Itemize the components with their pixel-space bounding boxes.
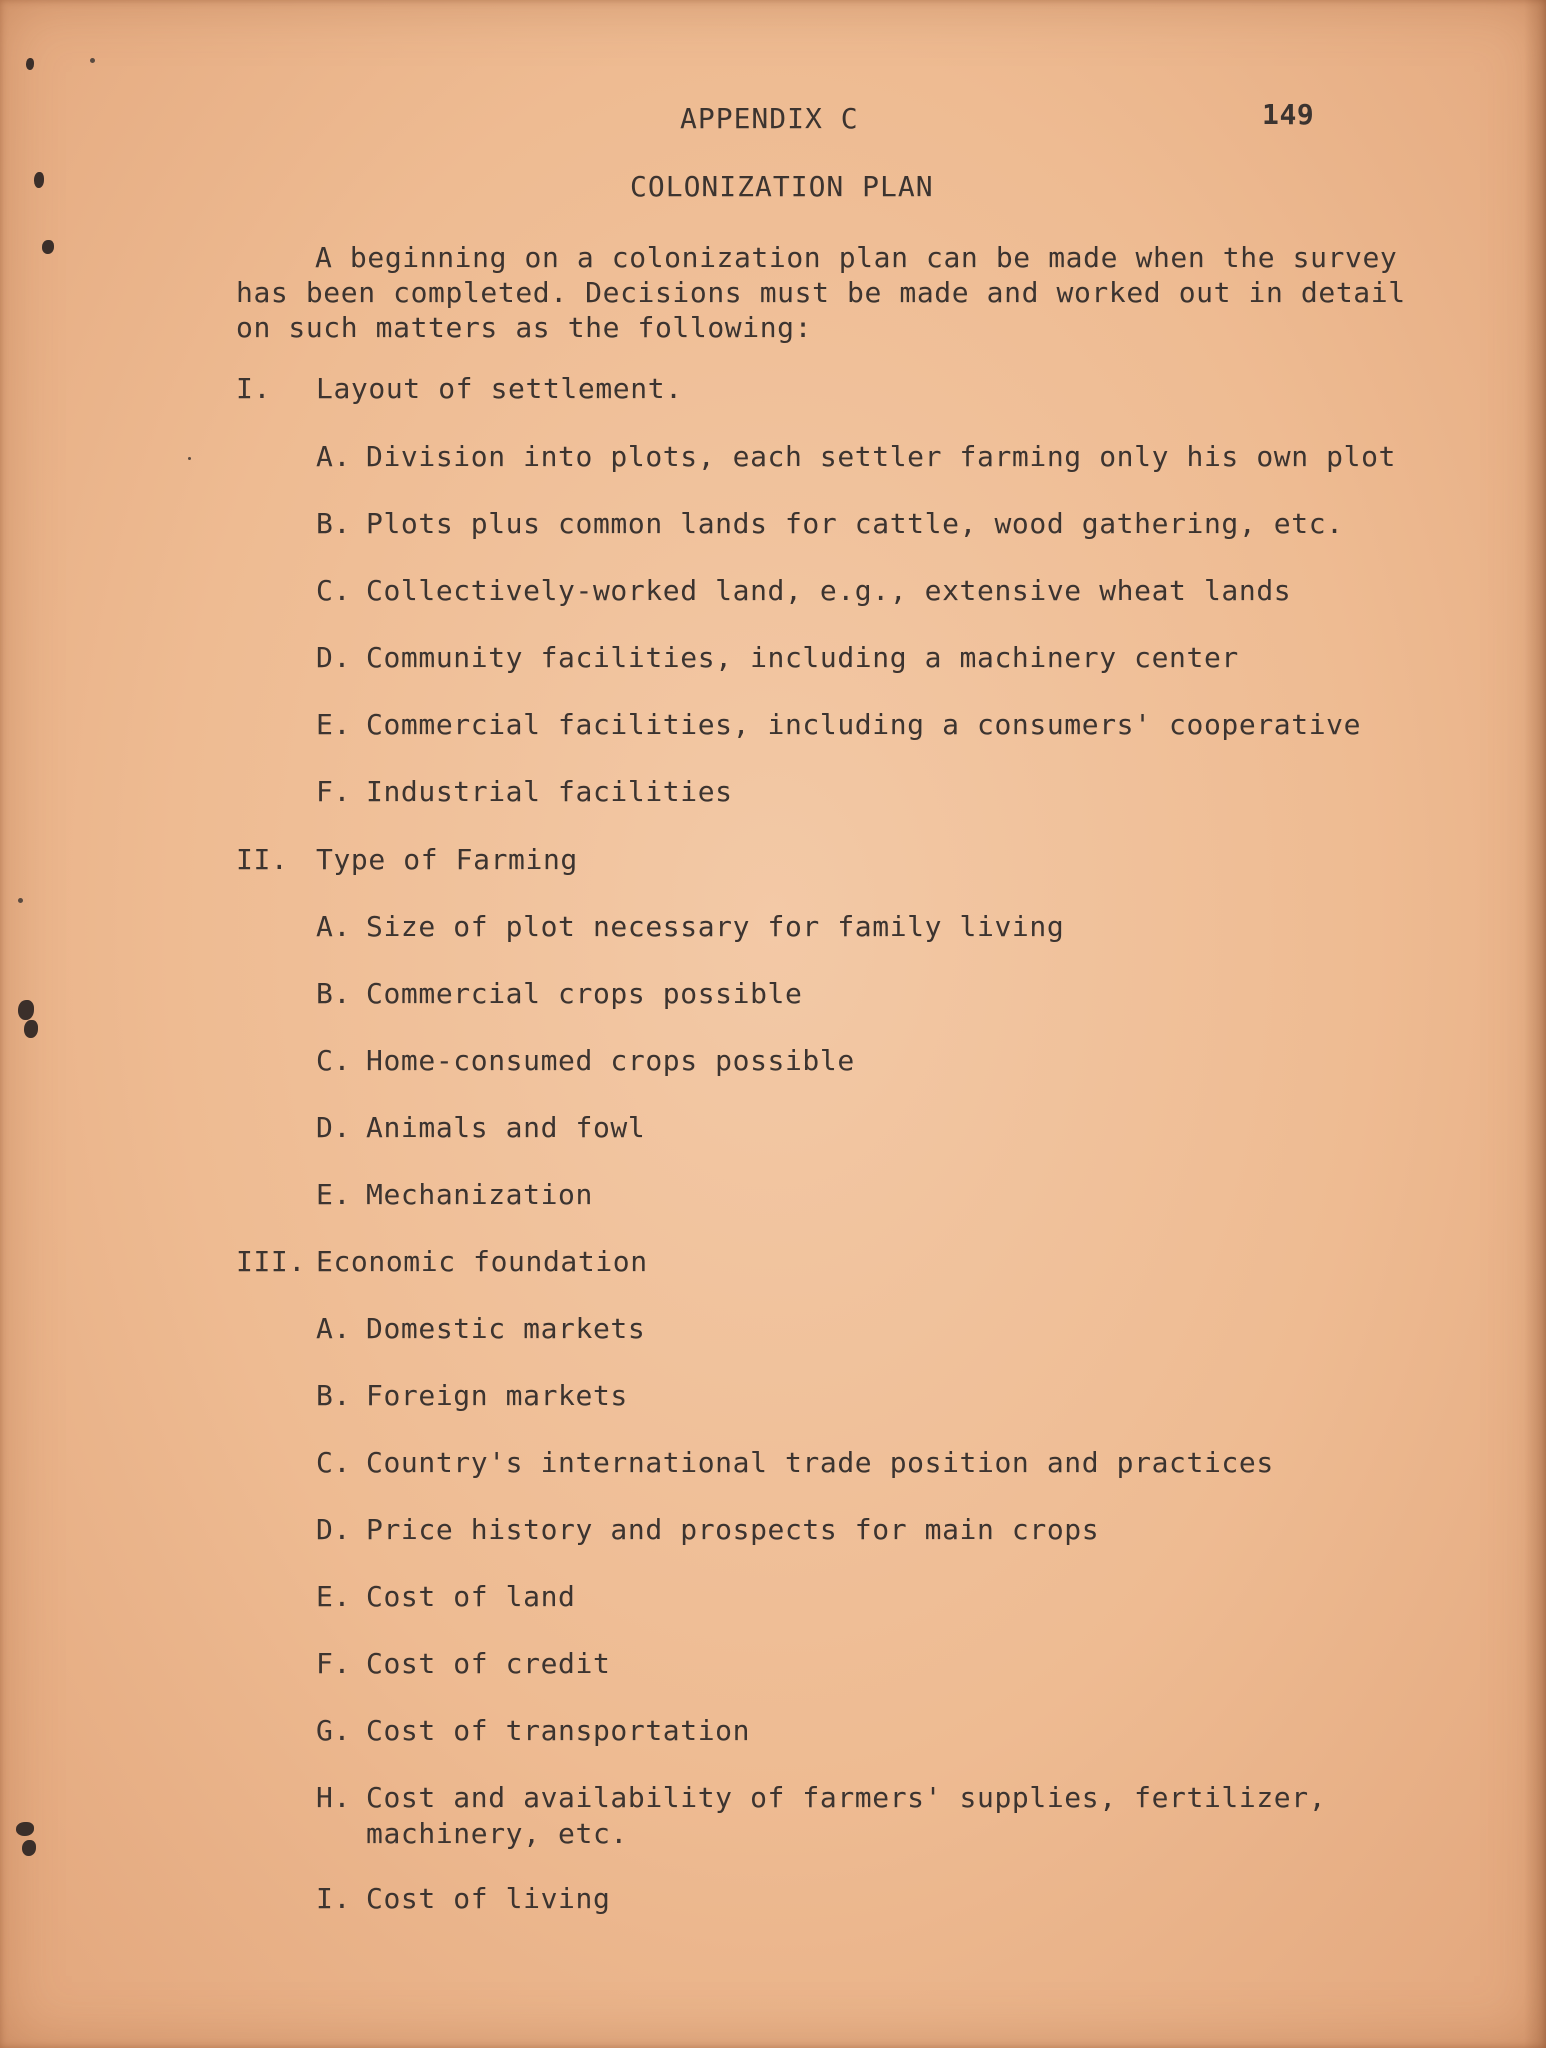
- list-item: Size of plot necessary for family living: [366, 910, 1065, 943]
- intro-line: has been completed. Decisions must be made and worked out in detail: [236, 276, 1406, 309]
- list-item: Cost of transportation: [366, 1714, 751, 1747]
- list-item: Cost of land: [366, 1580, 576, 1613]
- item-letter: B.: [316, 1379, 351, 1412]
- intro-paragraph: [236, 240, 1406, 345]
- item-letter: A.: [316, 1312, 351, 1345]
- binding-hole: [16, 1822, 34, 1836]
- item-letter: E.: [316, 1580, 351, 1613]
- list-item: Cost of credit: [366, 1647, 611, 1680]
- binding-hole: [26, 58, 34, 70]
- item-letter: G.: [316, 1714, 351, 1747]
- list-item: Commercial facilities, including a consumers' cooperative: [366, 708, 1362, 741]
- list-item: Community facilities, including a machinery center: [366, 641, 1239, 674]
- list-item: Commercial crops possible: [366, 977, 803, 1010]
- list-item: Division into plots, each settler farming only his own plot: [366, 440, 1396, 473]
- page-title: COLONIZATION PLAN: [630, 170, 934, 203]
- list-item: Collectively-worked land, e.g., extensive wheat lands: [366, 574, 1292, 607]
- speck: [18, 898, 23, 903]
- section-title: Type of Farming: [316, 843, 578, 876]
- list-item: Price history and prospects for main crops: [366, 1513, 1100, 1546]
- item-letter: C.: [316, 574, 351, 607]
- intro-line: on such matters as the following:: [236, 311, 813, 344]
- section-title: Layout of settlement.: [316, 372, 683, 405]
- item-letter: F.: [316, 775, 351, 808]
- list-item-continuation: machinery, etc.: [366, 1817, 628, 1850]
- item-letter: C.: [316, 1446, 351, 1479]
- list-item: Plots plus common lands for cattle, wood gathering, etc.: [366, 507, 1344, 540]
- item-letter: H.: [316, 1781, 351, 1814]
- item-letter: B.: [316, 977, 351, 1010]
- binding-hole: [42, 240, 54, 254]
- item-letter: D.: [316, 1111, 351, 1144]
- item-letter: D.: [316, 1513, 351, 1546]
- item-letter: I.: [316, 1882, 351, 1915]
- item-letter: D.: [316, 641, 351, 674]
- list-item: Mechanization: [366, 1178, 593, 1211]
- item-letter: A.: [316, 440, 351, 473]
- item-letter: C.: [316, 1044, 351, 1077]
- binding-hole: [22, 1840, 36, 1856]
- binding-hole: [18, 1000, 34, 1020]
- item-letter: E.: [316, 708, 351, 741]
- list-item: Foreign markets: [366, 1379, 628, 1412]
- speck: [90, 58, 95, 63]
- item-letter: F.: [316, 1647, 351, 1680]
- list-item: Country's international trade position and practices: [366, 1446, 1274, 1479]
- page-fold: [1524, 0, 1546, 2048]
- list-item: Domestic markets: [366, 1312, 646, 1345]
- section-numeral: III.: [236, 1245, 306, 1278]
- item-letter: E.: [316, 1178, 351, 1211]
- list-item: Industrial facilities: [366, 775, 733, 808]
- list-item: Cost of living: [366, 1882, 611, 1915]
- item-letter: A.: [316, 910, 351, 943]
- list-item: Home-consumed crops possible: [366, 1044, 855, 1077]
- section-numeral: I.: [236, 372, 271, 405]
- item-letter: B.: [316, 507, 351, 540]
- section-numeral: II.: [236, 843, 289, 876]
- list-item: Animals and fowl: [366, 1111, 646, 1144]
- page-number: 149: [1262, 98, 1315, 131]
- list-item: Cost and availability of farmers' supplies, fertilizer,: [366, 1781, 1327, 1814]
- intro-line: A beginning on a colonization plan can be made when the survey: [315, 241, 1398, 274]
- speck: [188, 457, 191, 460]
- section-title: Economic foundation: [316, 1245, 648, 1278]
- appendix-heading: APPENDIX C: [680, 102, 859, 135]
- binding-hole: [24, 1020, 38, 1038]
- binding-hole: [34, 172, 44, 188]
